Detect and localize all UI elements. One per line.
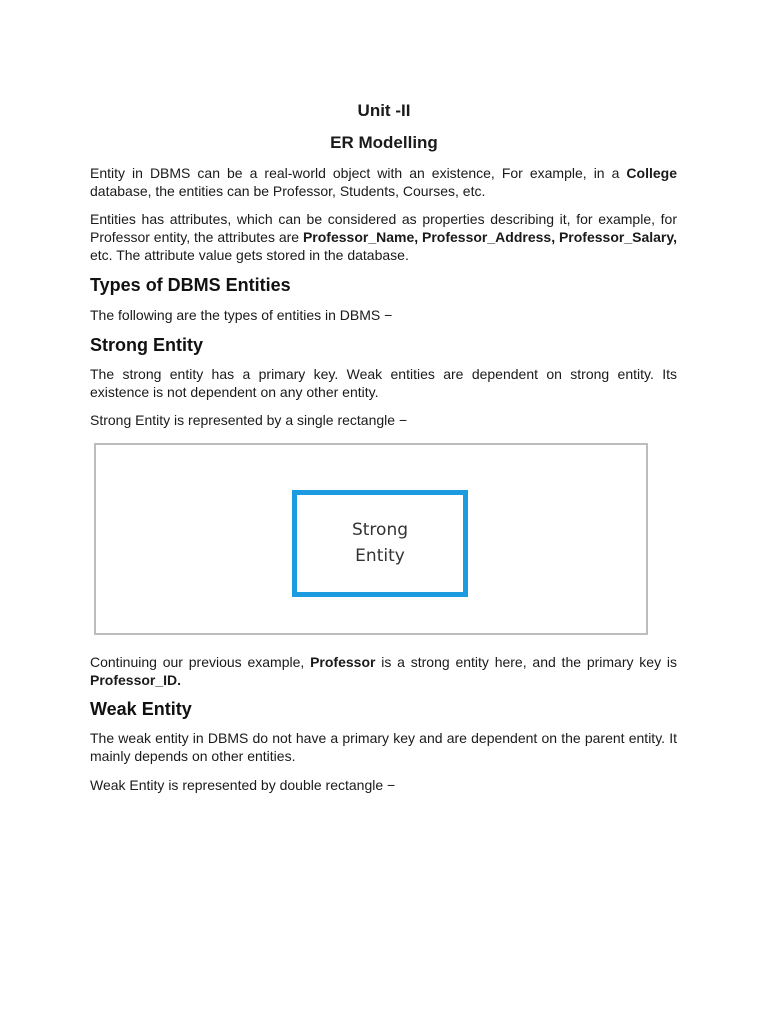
intro-p2-bold: Professor_Name, Professor_Address, Professor_Salary, <box>302 229 678 245</box>
intro-p2-text-a: Entities has attributes, which can be considered as properties describing it, for example, for Professor entity, the attributes are <box>90 211 677 245</box>
rect-label-line-2: Entity <box>355 546 405 566</box>
intro-p1-bold: College <box>626 165 677 181</box>
weak-entity-paragraph-2: Weak Entity is represented by double rectangle − <box>90 777 396 793</box>
types-text: The following are the types of entities in DBMS − <box>90 307 393 323</box>
strong-entity-heading: Strong Entity <box>90 335 203 355</box>
page-title: ER Modelling <box>330 133 438 152</box>
strong-entity-rectangle <box>292 490 468 597</box>
types-heading: Types of DBMS Entities <box>90 275 291 295</box>
intro-p1-text-a: Entity in DBMS can be a real-world object with an existence, For example, in a <box>90 165 627 181</box>
strong-p3-text-a: Continuing our previous example, <box>90 654 311 670</box>
strong-entity-paragraph-3 <box>90 653 685 689</box>
intro-p1-text-b: database, the entities can be Professor, Students, Courses, etc. <box>90 183 486 199</box>
strong-entity-figure <box>94 443 648 635</box>
strong-p3-bold-2: Professor_ID. <box>90 672 182 688</box>
strong-entity-paragraph-1: The strong entity has a primary key. Weak entities are dependent on strong entity. Its existence is not dependent on any other entity. <box>90 366 677 400</box>
weak-entity-heading: Weak Entity <box>90 699 192 719</box>
strong-entity-paragraph-2: Strong Entity is represented by a single rectangle − <box>90 412 408 428</box>
intro-paragraph-1 <box>90 164 677 200</box>
strong-p3-bold-1: Professor <box>310 654 376 670</box>
intro-p2-text-b: etc. The attribute value gets stored in the database. <box>90 247 409 263</box>
strong-p3-text-b: is a strong entity here, and the primary key is <box>375 654 685 670</box>
unit-heading: Unit -II <box>357 101 411 120</box>
rect-label-line-1: Strong <box>351 520 409 540</box>
intro-paragraph-2 <box>90 210 677 264</box>
strong-entity-rectangle-label <box>297 517 463 569</box>
weak-entity-paragraph-1: The weak entity in DBMS do not have a primary key and are dependent on the parent entity. It mainly depends on other entities. <box>90 730 677 764</box>
